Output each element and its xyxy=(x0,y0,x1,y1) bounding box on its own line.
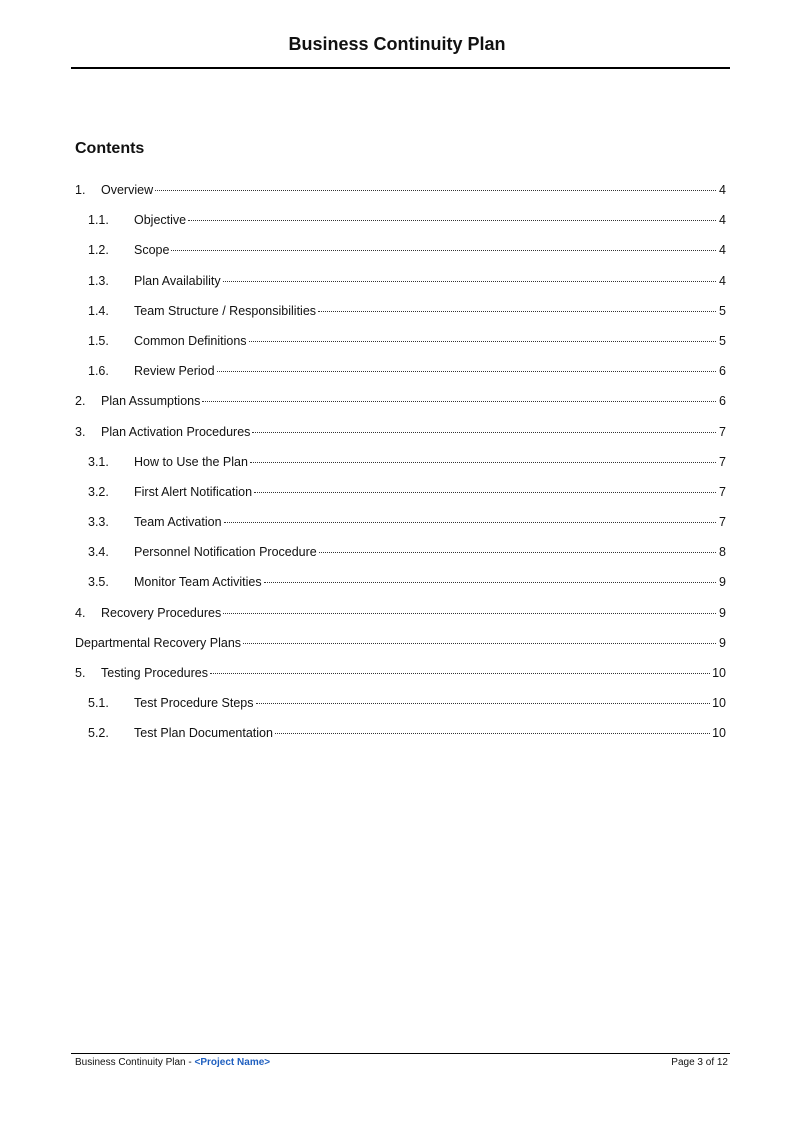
toc-entry-page: 5 xyxy=(719,303,726,318)
toc-entry[interactable] xyxy=(75,636,726,666)
toc-entry-label: Plan Activation Procedures xyxy=(101,424,251,439)
toc-entry-page: 9 xyxy=(719,605,726,620)
footer-page-number: Page 3 of 12 xyxy=(671,1057,728,1068)
toc-dot-leader xyxy=(223,281,716,282)
toc-entry-page: 7 xyxy=(719,484,726,499)
toc-entry-number: 4. xyxy=(75,605,86,620)
toc-entry[interactable] xyxy=(75,696,726,726)
toc-entry-page: 5 xyxy=(719,333,726,348)
toc-entry-number: 1.1. xyxy=(88,213,109,228)
toc-entry-page: 6 xyxy=(719,394,726,409)
footer-project-name: <Project Name> xyxy=(194,1057,271,1068)
toc-dot-leader xyxy=(275,733,710,734)
toc-entry-number: 2. xyxy=(75,394,86,409)
toc-entry[interactable] xyxy=(75,726,726,756)
toc-entry-page: 9 xyxy=(719,635,726,650)
toc-entry-page: 6 xyxy=(719,364,726,379)
toc-entry[interactable] xyxy=(75,243,726,273)
toc-entry-label: Common Definitions xyxy=(134,333,247,348)
toc-entry[interactable] xyxy=(75,334,726,364)
toc-entry-label: Test Procedure Steps xyxy=(134,696,254,711)
toc-entry-page: 7 xyxy=(719,424,726,439)
toc-entry-number: 1.6. xyxy=(88,364,109,379)
toc-entry-page: 10 xyxy=(712,726,726,741)
contents-heading: Contents xyxy=(75,140,145,157)
toc-entry[interactable] xyxy=(75,515,726,545)
toc-entry-number: 3. xyxy=(75,424,86,439)
toc-entry-page: 10 xyxy=(712,666,726,680)
toc-entry-page: 4 xyxy=(719,213,726,228)
header-rule xyxy=(71,67,730,69)
toc-dot-leader xyxy=(319,552,716,553)
toc-entry-number: 1. xyxy=(75,183,86,197)
toc-entry-number: 3.1. xyxy=(88,454,109,469)
toc-entry-label: Plan Availability xyxy=(134,273,221,288)
toc-entry[interactable] xyxy=(75,364,726,394)
footer-doc-title xyxy=(75,1057,270,1068)
toc-entry-number: 1.5. xyxy=(88,333,109,348)
toc-dot-leader xyxy=(243,643,716,644)
toc-dot-leader xyxy=(252,432,716,433)
toc-entry-page: 4 xyxy=(719,273,726,288)
toc-dot-leader xyxy=(224,522,716,523)
toc-entry-page: 10 xyxy=(712,696,726,711)
footer-rule xyxy=(71,1053,730,1054)
toc-dot-leader xyxy=(256,703,711,704)
toc-dot-leader xyxy=(249,341,716,342)
toc-dot-leader xyxy=(217,371,716,372)
toc-entry[interactable] xyxy=(75,304,726,334)
toc-entry-label: Departmental Recovery Plans xyxy=(75,635,242,650)
toc-entry-label: Review Period xyxy=(134,364,215,379)
toc-entry[interactable] xyxy=(75,425,726,455)
toc-entry[interactable] xyxy=(75,666,726,696)
toc-entry-number: 5.1. xyxy=(88,696,109,711)
toc-dot-leader xyxy=(202,401,716,402)
toc-entry-label: Recovery Procedures xyxy=(101,605,222,620)
page-title: Business Continuity Plan xyxy=(288,34,506,54)
toc-entry-page: 4 xyxy=(719,183,726,197)
footer-title-text: Business Continuity Plan - xyxy=(75,1057,195,1068)
toc-entry-page: 7 xyxy=(719,454,726,469)
toc-entry-number: 1.2. xyxy=(88,243,109,258)
toc-entry-label: Team Structure / Responsibilities xyxy=(134,303,317,318)
toc-entry-number: 3.3. xyxy=(88,515,109,530)
toc-entry[interactable] xyxy=(75,394,726,424)
toc-entry-label: Personnel Notification Procedure xyxy=(134,545,317,560)
table-of-contents xyxy=(75,183,726,757)
toc-entry-page: 7 xyxy=(719,515,726,530)
toc-entry-label: Monitor Team Activities xyxy=(134,575,262,590)
toc-entry[interactable] xyxy=(75,183,726,213)
toc-entry-page: 4 xyxy=(719,243,726,258)
toc-entry[interactable] xyxy=(75,213,726,243)
toc-entry-label: Team Activation xyxy=(134,515,222,530)
toc-entry-number: 3.4. xyxy=(88,545,109,560)
toc-entry[interactable] xyxy=(75,274,726,304)
toc-entry-number: 3.5. xyxy=(88,575,109,590)
toc-entry-label: How to Use the Plan xyxy=(134,454,248,469)
toc-dot-leader xyxy=(210,673,710,674)
toc-entry[interactable] xyxy=(75,545,726,575)
toc-entry-label: Scope xyxy=(134,243,170,258)
toc-dot-leader xyxy=(264,582,716,583)
toc-entry[interactable] xyxy=(75,606,726,636)
toc-entry-number: 1.4. xyxy=(88,303,109,318)
toc-dot-leader xyxy=(250,462,716,463)
toc-entry-number: 5.2. xyxy=(88,726,109,741)
toc-entry-label: Plan Assumptions xyxy=(101,394,201,409)
toc-entry-page: 9 xyxy=(719,575,726,590)
toc-dot-leader xyxy=(155,190,716,191)
toc-entry-page: 8 xyxy=(719,545,726,560)
toc-entry-label: Test Plan Documentation xyxy=(134,726,273,741)
toc-entry-number: 5. xyxy=(75,666,86,680)
toc-dot-leader xyxy=(254,492,716,493)
toc-entry-label: Objective xyxy=(134,213,187,228)
toc-entry-label: First Alert Notification xyxy=(134,484,253,499)
toc-entry-number: 1.3. xyxy=(88,273,109,288)
toc-dot-leader xyxy=(223,613,716,614)
toc-entry[interactable] xyxy=(75,485,726,515)
toc-entry[interactable] xyxy=(75,455,726,485)
toc-entry[interactable] xyxy=(75,575,726,605)
toc-dot-leader xyxy=(171,250,716,251)
toc-dot-leader xyxy=(318,311,716,312)
toc-entry-number: 3.2. xyxy=(88,484,109,499)
toc-dot-leader xyxy=(188,220,716,221)
toc-entry-label: Testing Procedures xyxy=(101,666,209,680)
toc-entry-label: Overview xyxy=(101,183,154,197)
